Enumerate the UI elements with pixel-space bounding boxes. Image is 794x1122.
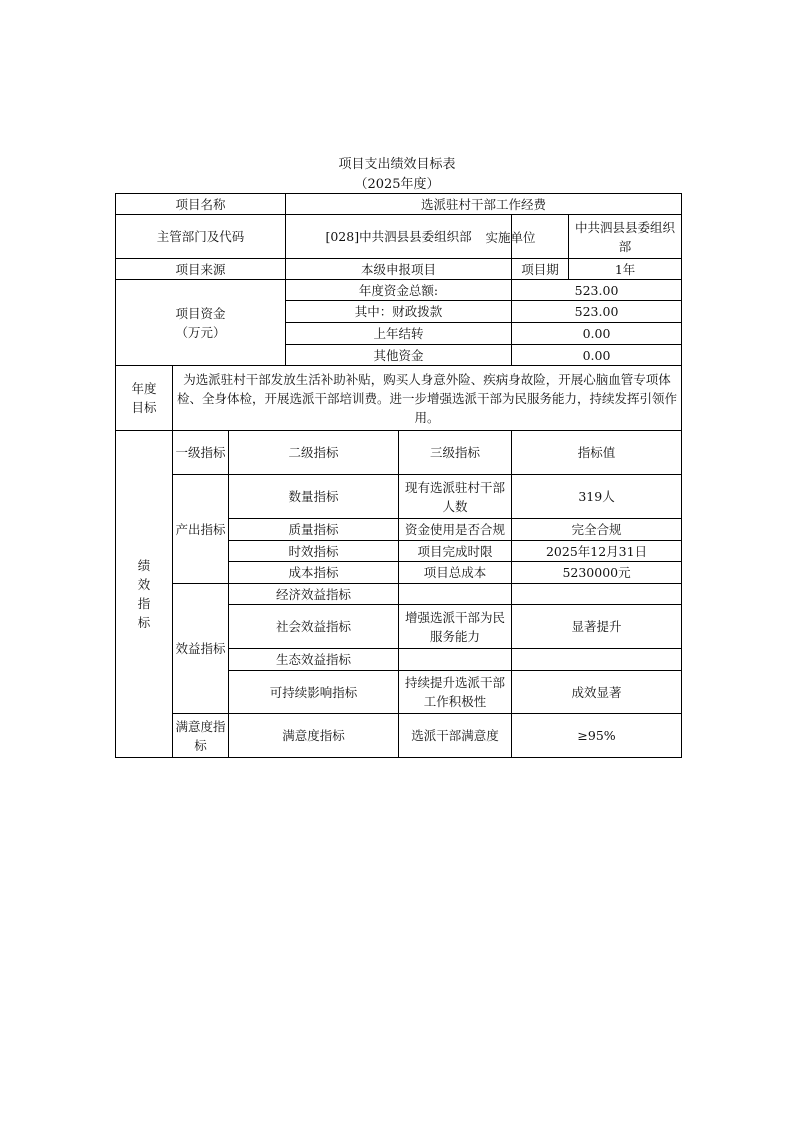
row-annual-goal <box>116 366 682 431</box>
level2-cell: 成本指标 <box>229 562 399 584</box>
row-indicator-header <box>116 431 682 475</box>
level3-cell: 选派干部满意度 <box>399 714 512 758</box>
funds-label-line2: （万元） <box>175 324 226 340</box>
level3-cell: 资金使用是否合规 <box>399 519 512 541</box>
funds-label-line1: 项目资金 <box>175 305 226 321</box>
value-cell: 完全合规 <box>512 519 682 541</box>
level3-cell: 增强选派干部为民服务能力 <box>399 605 512 649</box>
level2-cell: 时效指标 <box>229 541 399 562</box>
section-char: 标 <box>137 615 151 630</box>
table-row <box>116 584 682 605</box>
level2-cell: 经济效益指标 <box>229 584 399 605</box>
level3-cell <box>399 649 512 671</box>
source-value: 本级申报项目 <box>286 259 512 280</box>
value-cell: 显著提升 <box>512 605 682 649</box>
row-department <box>116 215 682 259</box>
level2-cell: 社会效益指标 <box>229 605 399 649</box>
table-row <box>116 714 682 758</box>
level2-cell: 满意度指标 <box>229 714 399 758</box>
level3-cell: 项目完成时限 <box>399 541 512 562</box>
value-cell: 319人 <box>512 475 682 519</box>
funds-label <box>116 280 286 366</box>
value-cell <box>512 584 682 605</box>
benefit-indicator-label: 效益指标 <box>173 584 229 714</box>
section-char: 绩 <box>137 558 151 573</box>
level2-cell: 质量指标 <box>229 519 399 541</box>
funds-row-label: 其他资金 <box>286 345 512 366</box>
funds-row-value: 0.00 <box>512 345 682 366</box>
annual-goal-label-line2: 目标 <box>131 400 157 415</box>
row-source <box>116 259 682 280</box>
level2-cell: 数量指标 <box>229 475 399 519</box>
section-char: 效 <box>137 577 151 592</box>
header-level2: 二级指标 <box>229 431 399 475</box>
header-level1: 一级指标 <box>173 431 229 475</box>
row-funds-total <box>116 280 682 301</box>
satisfaction-indicator-label: 满意度指标 <box>173 714 229 758</box>
performance-target-table <box>115 193 682 758</box>
funds-row-value: 0.00 <box>512 323 682 345</box>
period-value: 1年 <box>569 259 682 280</box>
section-char: 指 <box>137 596 151 611</box>
level2-cell: 可持续影响指标 <box>229 671 399 714</box>
funds-row-label: 其中：财政拨款 <box>286 301 512 323</box>
level3-cell: 现有选派驻村干部人数 <box>399 475 512 519</box>
funds-row-label: 年度资金总额: <box>286 280 512 301</box>
unit-value: 中共泗县县委组织部 <box>569 215 682 259</box>
annual-goal-label-line1: 年度 <box>131 381 157 396</box>
annual-goal-text: 为选派驻村干部发放生活补助补贴，购买人身意外险、疾病身故险，开展心脑血管专项体检、全身体检，开展选派干部培训费。进一步增强选派干部为民服务能力，持续发挥引领作用。 <box>173 366 682 431</box>
value-cell: 5230000元 <box>512 562 682 584</box>
funds-row-value: 523.00 <box>512 280 682 301</box>
value-cell: ≥95% <box>512 714 682 758</box>
indicators-section-label <box>116 431 173 758</box>
source-label: 项目来源 <box>116 259 286 280</box>
level3-cell: 项目总成本 <box>399 562 512 584</box>
page-title: 项目支出绩效目标表 <box>338 157 456 172</box>
row-project-name <box>116 194 682 215</box>
header-level3: 三级指标 <box>399 431 512 475</box>
period-label: 项目期 <box>512 259 569 280</box>
value-cell <box>512 649 682 671</box>
level3-cell <box>399 584 512 605</box>
project-name-label: 项目名称 <box>116 194 286 215</box>
project-name-value: 选派驻村干部工作经费 <box>286 194 682 215</box>
level3-cell: 持续提升选派干部工作积极性 <box>399 671 512 714</box>
value-cell: 2025年12月31日 <box>512 541 682 562</box>
dept-value: [028]中共泗县县委组织部 <box>286 215 512 259</box>
dept-label: 主管部门及代码 <box>116 215 286 259</box>
annual-goal-label <box>116 366 173 431</box>
funds-row-value: 523.00 <box>512 301 682 323</box>
output-indicator-label: 产出指标 <box>173 475 229 584</box>
unit-label: 实施单位 <box>485 230 536 245</box>
funds-row-label: 上年结转 <box>286 323 512 345</box>
header-value: 指标值 <box>512 431 682 475</box>
page-subtitle: （2025年度） <box>354 177 440 192</box>
table-row <box>116 475 682 519</box>
level2-cell: 生态效益指标 <box>229 649 399 671</box>
value-cell: 成效显著 <box>512 671 682 714</box>
